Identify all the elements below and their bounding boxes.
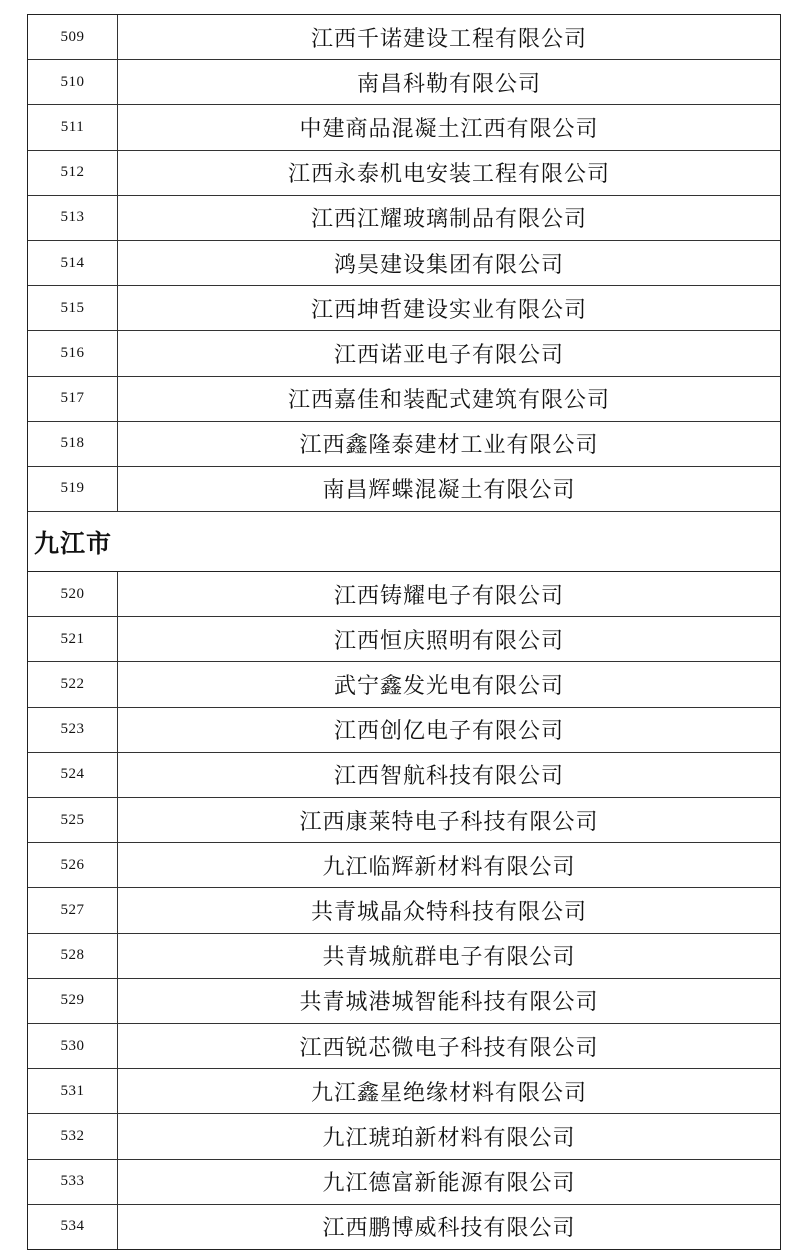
section-title: 九江市 — [34, 528, 113, 558]
table-row — [28, 752, 780, 797]
company-name: 江西江耀玻璃制品有限公司 — [310, 207, 587, 233]
company-name: 江西康莱特电子科技有限公司 — [299, 809, 599, 835]
company-name: 中建商品混凝土江西有限公司 — [299, 116, 599, 142]
company-name: 九江鑫星绝缘材料有限公司 — [310, 1080, 587, 1106]
table-row — [28, 978, 780, 1023]
row-number: 517 — [28, 377, 118, 421]
company-name: 鸿昊建设集团有限公司 — [333, 252, 564, 278]
row-number: 513 — [28, 196, 118, 240]
row-number: 509 — [28, 15, 118, 59]
row-number: 510 — [28, 60, 118, 104]
company-group-nanchang — [28, 14, 780, 511]
table-row — [28, 466, 780, 511]
table-row — [28, 421, 780, 466]
row-number: 516 — [28, 331, 118, 375]
table-row — [28, 1113, 780, 1158]
table-row — [28, 195, 780, 240]
company-name: 江西铸耀电子有限公司 — [333, 583, 564, 609]
row-number: 521 — [28, 617, 118, 661]
row-number: 515 — [28, 286, 118, 330]
company-name: 江西锐芯微电子科技有限公司 — [299, 1035, 599, 1061]
company-name: 江西智航科技有限公司 — [333, 764, 564, 790]
table-row — [28, 1023, 780, 1068]
row-number: 522 — [28, 662, 118, 706]
section-header-jiujiang — [28, 511, 780, 571]
company-name: 九江琥珀新材料有限公司 — [322, 1125, 576, 1151]
company-group-jiujiang — [28, 571, 780, 1249]
company-name: 江西恒庆照明有限公司 — [333, 628, 564, 654]
row-number: 532 — [28, 1114, 118, 1158]
company-name: 九江临辉新材料有限公司 — [322, 854, 576, 880]
table-row — [28, 150, 780, 195]
table-row — [28, 59, 780, 104]
row-number: 514 — [28, 241, 118, 285]
row-number: 512 — [28, 151, 118, 195]
company-name: 江西创亿电子有限公司 — [333, 719, 564, 745]
row-number: 523 — [28, 708, 118, 752]
table-row — [28, 240, 780, 285]
row-number: 534 — [28, 1205, 118, 1249]
company-name: 南昌科勒有限公司 — [356, 71, 541, 97]
company-name: 南昌辉蝶混凝土有限公司 — [322, 478, 576, 504]
table-row — [28, 330, 780, 375]
table-row — [28, 104, 780, 149]
table-row — [28, 1159, 780, 1204]
row-number: 531 — [28, 1069, 118, 1113]
company-name: 江西诺亚电子有限公司 — [333, 342, 564, 368]
table-row — [28, 571, 780, 616]
row-number: 526 — [28, 843, 118, 887]
company-name: 江西永泰机电安装工程有限公司 — [287, 162, 610, 188]
row-number: 511 — [28, 105, 118, 149]
company-name: 江西坤哲建设实业有限公司 — [310, 297, 587, 323]
table-row — [28, 797, 780, 842]
row-number: 518 — [28, 422, 118, 466]
table-row — [28, 376, 780, 421]
company-name: 共青城港城智能科技有限公司 — [299, 990, 599, 1016]
company-name: 江西鹏博威科技有限公司 — [322, 1216, 576, 1242]
table-row — [28, 842, 780, 887]
company-name: 九江德富新能源有限公司 — [322, 1171, 576, 1197]
company-name: 共青城航群电子有限公司 — [322, 945, 576, 971]
table-row — [28, 616, 780, 661]
company-list-table — [27, 14, 781, 1250]
company-name: 江西鑫隆泰建材工业有限公司 — [299, 433, 599, 459]
row-number: 520 — [28, 572, 118, 616]
company-name: 江西嘉佳和装配式建筑有限公司 — [287, 388, 610, 414]
table-row — [28, 1068, 780, 1113]
table-row — [28, 933, 780, 978]
row-number: 533 — [28, 1160, 118, 1204]
table-row — [28, 707, 780, 752]
company-name: 武宁鑫发光电有限公司 — [333, 674, 564, 700]
company-name: 共青城晶众特科技有限公司 — [310, 899, 587, 925]
row-number: 524 — [28, 753, 118, 797]
company-name: 江西千诺建设工程有限公司 — [310, 26, 587, 52]
row-number: 528 — [28, 934, 118, 978]
row-number: 519 — [28, 467, 118, 511]
table-row — [28, 661, 780, 706]
table-row — [28, 887, 780, 932]
row-number: 527 — [28, 888, 118, 932]
row-number: 525 — [28, 798, 118, 842]
row-number: 529 — [28, 979, 118, 1023]
table-row — [28, 14, 780, 59]
table-row — [28, 1204, 780, 1249]
row-number: 530 — [28, 1024, 118, 1068]
table-row — [28, 285, 780, 330]
